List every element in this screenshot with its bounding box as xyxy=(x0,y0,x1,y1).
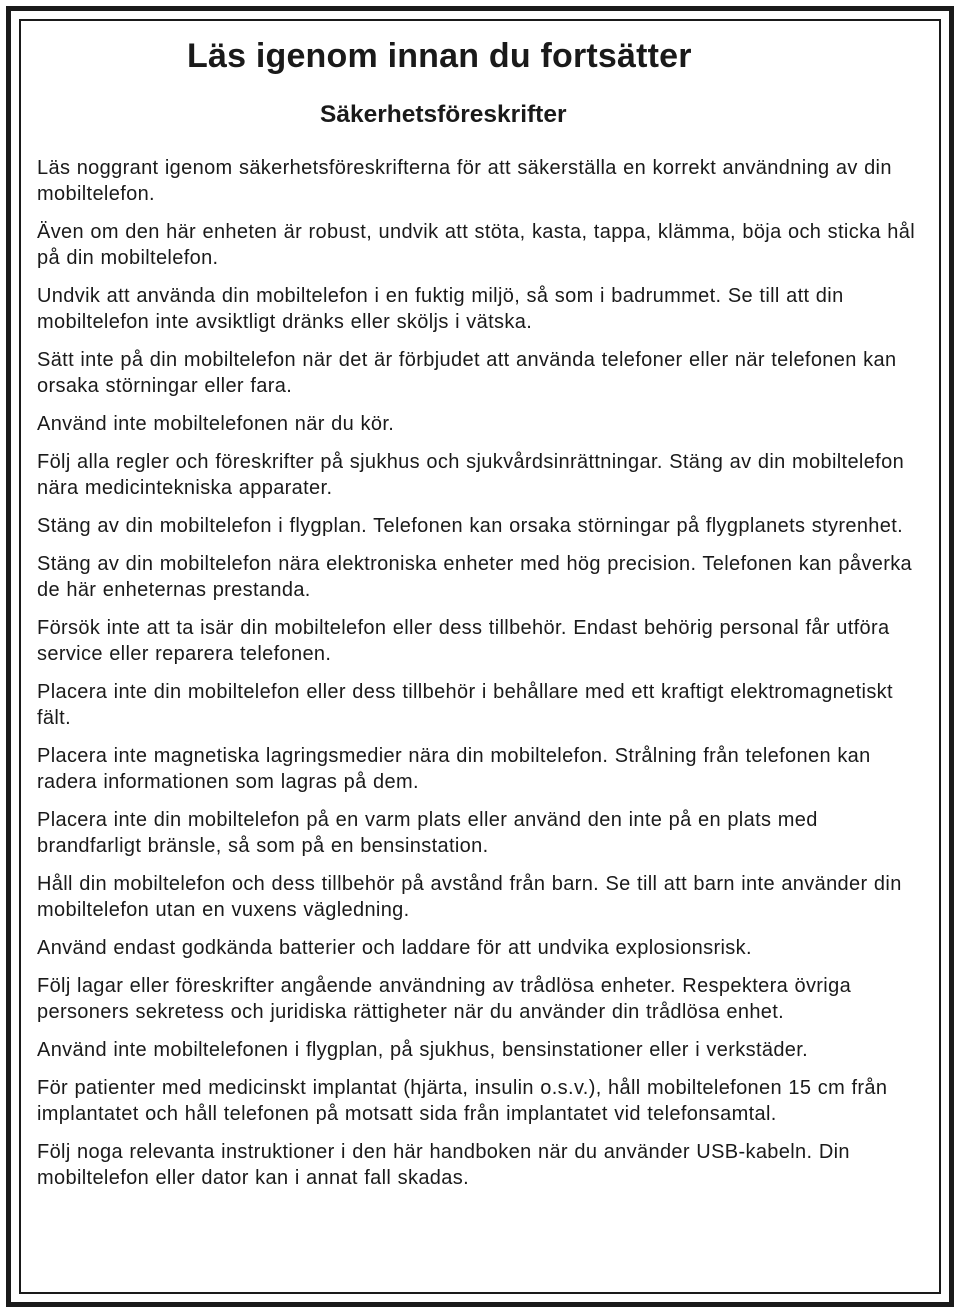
paragraph-15: Följ lagar eller föreskrifter angående användning av trådlösa enheter. Respektera övriga personers sekretess och juridiska rättigheter när du använder din trådlösa enhet. xyxy=(37,975,852,1023)
safety-instructions xyxy=(37,155,927,1203)
paragraph-7: Stäng av din mobiltelefon i flygplan. Telefonen kan orsaka störningar på flygplanets styrenhet. xyxy=(37,515,904,537)
paragraph-16: Använd inte mobiltelefonen i flygplan, på sjukhus, bensinstationer eller i verkstäder. xyxy=(37,1039,809,1061)
paragraph-3: Undvik att använda din mobiltelefon i en fuktig miljö, så som i badrummet. Se till att din mobiltelefon inte avsiktligt dränks eller sköljs i vätska. xyxy=(37,285,844,333)
paragraph-8: Stäng av din mobiltelefon nära elektroniska enheter med hög precision. Telefonen kan påverka de här enheternas prestanda. xyxy=(37,553,913,601)
paragraph-12: Placera inte din mobiltelefon på en varm plats eller använd den inte på en plats med brandfarligt bränsle, så som på en bensinstation. xyxy=(37,809,818,857)
paragraph-9: Försök inte att ta isär din mobiltelefon eller dess tillbehör. Endast behörig personal får utföra service eller reparera telefonen. xyxy=(37,617,890,665)
paragraph-1: Läs noggrant igenom säkerhetsföreskrifterna för att säkerställa en korrekt användning av din mobiltelefon. xyxy=(37,157,892,205)
page-title: Läs igenom innan du fortsätter xyxy=(187,37,692,75)
section-heading: Säkerhetsföreskrifter xyxy=(320,101,567,128)
paragraph-6: Följ alla regler och föreskrifter på sjukhus och sjukvårdsinrättningar. Stäng av din mobiltelefon nära medicintekniska apparater. xyxy=(37,451,905,499)
paragraph-4: Sätt inte på din mobiltelefon när det är förbjudet att använda telefoner eller när telefonen kan orsaka störningar eller fara. xyxy=(37,349,897,397)
paragraph-11: Placera inte magnetiska lagringsmedier nära din mobiltelefon. Strålning från telefonen kan radera informationen som lagras på dem. xyxy=(37,745,871,793)
paragraph-18: Följ noga relevanta instruktioner i den här handboken när du använder USB-kabeln. Din mobiltelefon eller dator kan i annat fall skadas. xyxy=(37,1141,850,1189)
paragraph-13: Håll din mobiltelefon och dess tillbehör på avstånd från barn. Se till att barn inte använder din mobiltelefon utan en vuxens vägledning. xyxy=(37,873,902,921)
paragraph-2: Även om den här enheten är robust, undvik att stöta, kasta, tappa, klämma, böja och sticka hål på din mobiltelefon. xyxy=(37,221,916,269)
paragraph-5: Använd inte mobiltelefonen när du kör. xyxy=(37,413,395,435)
paragraph-10: Placera inte din mobiltelefon eller dess tillbehör i behållare med ett kraftigt elektromagnetiskt fält. xyxy=(37,681,893,729)
paragraph-17: För patienter med medicinskt implantat (hjärta, insulin o.s.v.), håll mobiltelefonen 15 cm från implantatet och håll telefonen på motsatt sida från implantatet vid telefonsamtal. xyxy=(37,1077,888,1125)
paragraph-14: Använd endast godkända batterier och laddare för att undvika explosionsrisk. xyxy=(37,937,752,959)
